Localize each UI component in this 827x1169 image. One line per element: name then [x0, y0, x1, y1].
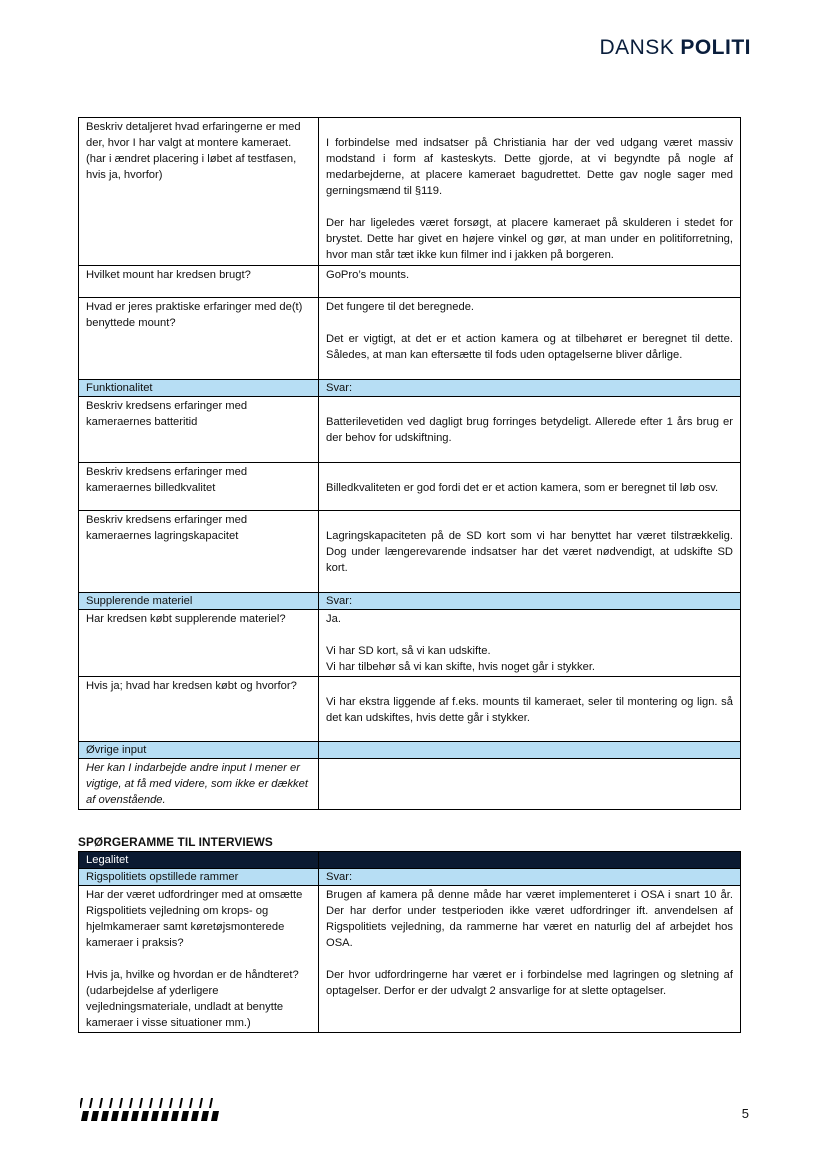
section-header-row: [79, 593, 741, 610]
table-row: [79, 759, 741, 810]
answer-cell: [319, 886, 741, 1033]
answer-paragraph: Der hvor udfordringerne har været er i forbindelse med lagringen og sletning af optagelser. Derfor er der udvalgt 2 ansvarlige for at slette optagelser.: [326, 969, 733, 997]
answer-cell: Lagringskapaciteten på de SD kort som vi har benyttet har været tilstrækkelig. Dog under længerevarende indsatser har det været nødvendigt, at udskifte SD kort.: [319, 511, 741, 593]
question-cell: Beskriv kredsens erfaringer med kameraernes lagringskapacitet: [79, 511, 319, 593]
question-paragraph: Har der været udfordringer med at omsætte Rigspolitiets vejledning om krops- og hjelmkameraer samt køretøjsmonterede kameraer i praksis?: [86, 889, 303, 949]
answer-paragraph: I forbindelse med indsatser på Christiania har der ved udgang været massiv modstand i form af kasteskyts. Dette gjorde, at vi begyndte på nogle af medarbejderne, at placere kameraet bagudrettet. Dette gav nogle sager med gerningsmænd til §119.: [326, 137, 733, 197]
experience-table: [78, 117, 741, 810]
question-cell: Her kan I indarbejde andre input I mener er vigtige, at få med videre, som ikke er dækket af ovenstående.: [79, 759, 319, 810]
question-cell: Beskriv kredsens erfaringer med kameraernes batteritid: [79, 397, 319, 463]
section-label: Funktionalitet: [79, 380, 319, 397]
table-row: [79, 266, 741, 298]
answer-label: [319, 742, 741, 759]
answer-cell: [319, 298, 741, 380]
question-cell: [79, 886, 319, 1033]
table-row: [79, 463, 741, 511]
question-cell: Beskriv kredsens erfaringer med kameraernes billedkvalitet: [79, 463, 319, 511]
table-row: [79, 511, 741, 593]
answer-cell: [319, 759, 741, 810]
footer-stripe-icon: [80, 1097, 220, 1128]
question-cell: Hvis ja; hvad har kredsen købt og hvorfor?: [79, 677, 319, 742]
answer-label: Svar:: [319, 380, 741, 397]
section-header-row: [79, 869, 741, 886]
section-label: Øvrige input: [79, 742, 319, 759]
question-cell: Hvilket mount har kredsen brugt?: [79, 266, 319, 298]
question-cell: Har kredsen købt supplerende materiel?: [79, 610, 319, 677]
table-row: [79, 397, 741, 463]
answer-paragraph: Ja.: [326, 613, 341, 625]
question-paragraph: Hvis ja, hvilke og hvordan er de håndteret? (udarbejdelse af yderligere vejledningsmateriale, undladt at benytte kameraer i visse situationer mm.): [86, 969, 299, 1029]
section-header-row: [79, 380, 741, 397]
answer-cell: [319, 118, 741, 266]
answer-paragraph: Det er vigtigt, at det er et action kamera og at tilbehøret er beregnet til dette. Således, at man kan eftersætte til fods uden optagelserne bliver dårlige.: [326, 333, 733, 361]
answer-label: Svar:: [319, 869, 741, 886]
dark-header-row: [79, 852, 741, 869]
answer-paragraph: Der har ligeledes været forsøgt, at placere kameraet på skulderen i stedet for brystet. Dette har givet en højere vinkel og gør, at man under en politiforretning, hvor man står tæt ikke kun filmer ind i jakken på borgeren.: [326, 217, 733, 261]
logo-word-politi: POLITI: [680, 36, 751, 59]
table-row: [79, 298, 741, 380]
logo-word-dansk: DANSK: [599, 36, 675, 59]
table-row: [79, 886, 741, 1033]
section-header-row: [79, 742, 741, 759]
answer-cell: Vi har ekstra liggende af f.eks. mounts til kameraet, seler til montering og lign. så det kan udskiftes, hvis dette går i stykker.: [319, 677, 741, 742]
table-row: [79, 610, 741, 677]
answer-cell: [319, 610, 741, 677]
table-row: [79, 677, 741, 742]
answer-paragraph: [326, 643, 733, 675]
dark-header-empty: [319, 852, 741, 869]
section-label: Supplerende materiel: [79, 593, 319, 610]
dark-header-label: Legalitet: [79, 852, 319, 869]
question-cell: Hvad er jeres praktiske erfaringer med de(t) benyttede mount?: [79, 298, 319, 380]
answer-paragraph: Det fungere til det beregnede.: [326, 301, 475, 313]
question-cell: Beskriv detaljeret hvad erfaringerne er med der, hvor I har valgt at montere kameraet. (har i ændret placering i løbet af testfasen, hvis ja, hvorfor): [79, 118, 319, 266]
section-label: Rigspolitiets opstillede rammer: [79, 869, 319, 886]
page-number: 5: [741, 1106, 749, 1121]
answer-cell: Batterilevetiden ved dagligt brug forringes betydeligt. Allerede efter 1 års brug er der behov for udskiftning.: [319, 397, 741, 463]
answer-line: Vi har SD kort, så vi kan udskifte.: [326, 645, 491, 657]
dansk-politi-logo: [599, 36, 751, 60]
answer-cell: GoPro’s mounts.: [319, 266, 741, 298]
answer-cell: Billedkvaliteten er god fordi det er et action kamera, som er beregnet til løb osv.: [319, 463, 741, 511]
answer-line: Vi har tilbehør så vi kan skifte, hvis noget går i stykker.: [326, 661, 596, 673]
section-heading: SPØRGERAMME TIL INTERVIEWS: [78, 835, 273, 849]
answer-label: Svar:: [319, 593, 741, 610]
table-row: [79, 118, 741, 266]
legality-table: [78, 851, 741, 1033]
answer-paragraph: Brugen af kamera på denne måde har været implementeret i OSA i snart 10 år. Der har derfor under testperioden ikke været udfordringer ift. anvendelsen af Rigspolitiets vejledning, da rammerne har været en naturlig del af arbejdet hos OSA.: [326, 889, 733, 949]
